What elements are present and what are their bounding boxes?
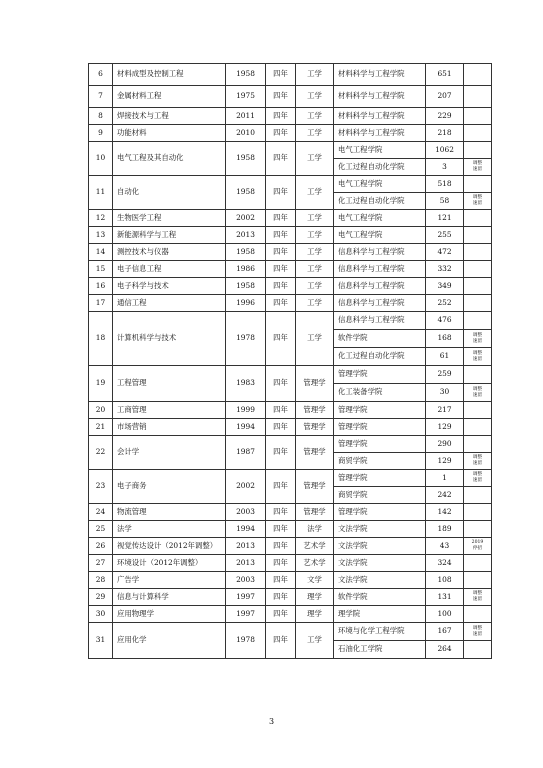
college-name: 材料科学与工程学院 [334,125,426,142]
college-name: 电气工程学院 [334,210,426,227]
study-duration: 四年 [266,538,296,555]
student-count: 255 [426,227,464,244]
study-duration: 四年 [266,623,296,659]
remark [464,521,492,538]
study-duration: 四年 [266,278,296,295]
college-name: 信息科学与工程学院 [334,312,426,330]
remark [464,295,492,312]
table-row [89,244,492,261]
start-year: 2010 [226,125,266,142]
study-duration: 四年 [266,227,296,244]
college-name: 管理学院 [334,504,426,521]
remark: 调整 速留 [464,159,492,176]
student-count: 332 [426,261,464,278]
discipline: 工学 [296,295,334,312]
major-name: 自动化 [113,176,226,210]
college-name: 化工过程自动化学院 [334,193,426,210]
major-number: 17 [89,295,113,312]
start-year: 1978 [226,623,266,659]
college-name: 文法学院 [334,521,426,538]
remark [464,176,492,193]
study-duration: 四年 [266,142,296,176]
college-name: 管理学院 [334,436,426,453]
remark [464,86,492,108]
major-number: 28 [89,572,113,589]
major-number: 16 [89,278,113,295]
remark [464,419,492,436]
major-number: 12 [89,210,113,227]
start-year: 2013 [226,227,266,244]
start-year: 2002 [226,470,266,504]
college-name: 化工过程自动化学院 [334,159,426,176]
college-name: 文法学院 [334,555,426,572]
start-year: 1997 [226,606,266,623]
discipline: 艺术学 [296,555,334,572]
table-row [89,436,492,453]
discipline: 工学 [296,142,334,176]
college-name: 材料科学与工程学院 [334,108,426,125]
remark: 调整 速留 [464,589,492,606]
major-name: 功能材料 [113,125,226,142]
remark: 调整 速留 [464,623,492,641]
remark: 调整 速留 [464,384,492,402]
college-name: 商贸学院 [334,453,426,470]
start-year: 2013 [226,555,266,572]
student-count: 168 [426,330,464,348]
start-year: 2003 [226,504,266,521]
student-count: 129 [426,453,464,470]
major-number: 11 [89,176,113,210]
major-name: 电子科学与技术 [113,278,226,295]
study-duration: 四年 [266,436,296,470]
study-duration: 四年 [266,366,296,402]
study-duration: 四年 [266,261,296,278]
table-row [89,125,492,142]
college-name: 化工装备学院 [334,384,426,402]
student-count: 129 [426,419,464,436]
major-name: 会计学 [113,436,226,470]
major-name: 电子商务 [113,470,226,504]
study-duration: 四年 [266,521,296,538]
remark [464,504,492,521]
major-name: 电气工程及其自动化 [113,142,226,176]
student-count: 131 [426,589,464,606]
student-count: 252 [426,295,464,312]
table-row [89,176,492,193]
discipline: 管理学 [296,366,334,402]
study-duration: 四年 [266,589,296,606]
discipline: 工学 [296,210,334,227]
table-row [89,572,492,589]
discipline: 工学 [296,312,334,366]
student-count: 30 [426,384,464,402]
major-number: 9 [89,125,113,142]
study-duration: 四年 [266,606,296,623]
college-name: 材料科学与工程学院 [334,86,426,108]
start-year: 1958 [226,142,266,176]
remark [464,572,492,589]
table-row [89,623,492,641]
start-year: 1983 [226,366,266,402]
student-count: 108 [426,572,464,589]
student-count: 290 [426,436,464,453]
major-name: 广告学 [113,572,226,589]
major-name: 环境设计（2012年调整） [113,555,226,572]
remark [464,142,492,159]
college-name: 信息科学与工程学院 [334,295,426,312]
table-row [89,312,492,330]
major-name: 电子信息工程 [113,261,226,278]
start-year: 1958 [226,176,266,210]
major-name: 视觉传达设计（2012年调整） [113,538,226,555]
remark: 调整 速留 [464,470,492,487]
major-name: 物流管理 [113,504,226,521]
remark [464,125,492,142]
college-name: 信息科学与工程学院 [334,244,426,261]
student-count: 121 [426,210,464,227]
study-duration: 四年 [266,419,296,436]
remark [464,487,492,504]
student-count: 218 [426,125,464,142]
remark: 调整 速留 [464,193,492,210]
start-year: 1958 [226,64,266,86]
college-name: 电气工程学院 [334,142,426,159]
discipline: 管理学 [296,436,334,470]
discipline: 工学 [296,176,334,210]
table-row [89,521,492,538]
remark: 2019 停招 [464,538,492,555]
remark [464,555,492,572]
table-row [89,142,492,159]
major-number: 20 [89,402,113,419]
discipline: 工学 [296,623,334,659]
remark: 调整 速留 [464,453,492,470]
student-count: 207 [426,86,464,108]
college-name: 石油化工学院 [334,641,426,659]
remark [464,402,492,419]
table-row [89,589,492,606]
student-count: 58 [426,193,464,210]
student-count: 324 [426,555,464,572]
student-count: 1 [426,470,464,487]
remark [464,261,492,278]
start-year: 1999 [226,402,266,419]
remark [464,244,492,261]
student-count: 43 [426,538,464,555]
page-number: 3 [268,717,275,726]
college-name: 理学院 [334,606,426,623]
discipline: 工学 [296,244,334,261]
college-name: 商贸学院 [334,487,426,504]
study-duration: 四年 [266,295,296,312]
major-number: 6 [89,64,113,86]
study-duration: 四年 [266,125,296,142]
college-name: 文法学院 [334,538,426,555]
discipline: 文学 [296,572,334,589]
discipline: 理学 [296,606,334,623]
study-duration: 四年 [266,504,296,521]
major-name: 市场营销 [113,419,226,436]
study-duration: 四年 [266,176,296,210]
remark [464,641,492,659]
study-duration: 四年 [266,312,296,366]
college-name: 化工过程自动化学院 [334,348,426,366]
student-count: 61 [426,348,464,366]
discipline: 法学 [296,521,334,538]
remark [464,436,492,453]
table-row [89,261,492,278]
start-year: 1996 [226,295,266,312]
discipline: 工学 [296,261,334,278]
table-row [89,210,492,227]
major-name: 材料成型及控制工程 [113,64,226,86]
start-year: 1994 [226,521,266,538]
majors-table [88,63,492,659]
major-name: 信息与计算科学 [113,589,226,606]
major-number: 18 [89,312,113,366]
major-number: 19 [89,366,113,402]
student-count: 264 [426,641,464,659]
study-duration: 四年 [266,108,296,125]
major-number: 26 [89,538,113,555]
student-count: 100 [426,606,464,623]
discipline: 管理学 [296,402,334,419]
college-name: 信息科学与工程学院 [334,261,426,278]
discipline: 工学 [296,64,334,86]
table-row [89,555,492,572]
college-name: 环境与化学工程学院 [334,623,426,641]
major-name: 应用物理学 [113,606,226,623]
start-year: 2003 [226,572,266,589]
major-number: 10 [89,142,113,176]
major-name: 应用化学 [113,623,226,659]
table-row [89,538,492,555]
major-number: 31 [89,623,113,659]
student-count: 472 [426,244,464,261]
student-count: 229 [426,108,464,125]
major-name: 工程管理 [113,366,226,402]
major-number: 23 [89,470,113,504]
remark [464,278,492,295]
student-count: 476 [426,312,464,330]
discipline: 工学 [296,108,334,125]
discipline: 工学 [296,278,334,295]
major-number: 21 [89,419,113,436]
student-count: 142 [426,504,464,521]
start-year: 2013 [226,538,266,555]
table-row [89,504,492,521]
study-duration: 四年 [266,64,296,86]
study-duration: 四年 [266,244,296,261]
table-row [89,108,492,125]
major-name: 通信工程 [113,295,226,312]
student-count: 3 [426,159,464,176]
major-number: 22 [89,436,113,470]
table-row [89,419,492,436]
study-duration: 四年 [266,555,296,572]
remark [464,64,492,86]
major-number: 24 [89,504,113,521]
discipline: 艺术学 [296,538,334,555]
remark: 调整 速留 [464,348,492,366]
student-count: 242 [426,487,464,504]
major-name: 工商管理 [113,402,226,419]
remark: 调整 速留 [464,330,492,348]
major-number: 30 [89,606,113,623]
college-name: 软件学院 [334,330,426,348]
table-row [89,64,492,86]
remark [464,606,492,623]
start-year: 1958 [226,244,266,261]
major-name: 生物医学工程 [113,210,226,227]
major-number: 7 [89,86,113,108]
table-row [89,86,492,108]
student-count: 651 [426,64,464,86]
major-name: 金属材料工程 [113,86,226,108]
discipline: 理学 [296,589,334,606]
college-name: 管理学院 [334,402,426,419]
table-row [89,470,492,487]
student-count: 217 [426,402,464,419]
college-name: 管理学院 [334,419,426,436]
start-year: 1987 [226,436,266,470]
major-name: 新能源科学与工程 [113,227,226,244]
student-count: 1062 [426,142,464,159]
study-duration: 四年 [266,86,296,108]
table-row [89,278,492,295]
student-count: 189 [426,521,464,538]
college-name: 电气工程学院 [334,176,426,193]
major-name: 计算机科学与技术 [113,312,226,366]
major-name: 测控技术与仪器 [113,244,226,261]
student-count: 167 [426,623,464,641]
table-row [89,606,492,623]
discipline: 工学 [296,86,334,108]
study-duration: 四年 [266,572,296,589]
major-number: 29 [89,589,113,606]
remark [464,312,492,330]
discipline: 工学 [296,227,334,244]
remark [464,366,492,384]
college-name: 管理学院 [334,366,426,384]
table-row [89,227,492,244]
major-number: 27 [89,555,113,572]
start-year: 2002 [226,210,266,227]
remark [464,210,492,227]
study-duration: 四年 [266,470,296,504]
table-row [89,295,492,312]
college-name: 材料科学与工程学院 [334,64,426,86]
college-name: 管理学院 [334,470,426,487]
college-name: 电气工程学院 [334,227,426,244]
table-row [89,366,492,384]
major-number: 15 [89,261,113,278]
start-year: 1958 [226,278,266,295]
major-number: 25 [89,521,113,538]
table-row [89,402,492,419]
college-name: 软件学院 [334,589,426,606]
start-year: 2011 [226,108,266,125]
college-name: 文法学院 [334,572,426,589]
discipline: 管理学 [296,419,334,436]
major-number: 13 [89,227,113,244]
major-name: 焊接技术与工程 [113,108,226,125]
start-year: 1986 [226,261,266,278]
college-name: 信息科学与工程学院 [334,278,426,295]
major-name: 法学 [113,521,226,538]
start-year: 1978 [226,312,266,366]
student-count: 518 [426,176,464,193]
study-duration: 四年 [266,210,296,227]
major-number: 8 [89,108,113,125]
study-duration: 四年 [266,402,296,419]
start-year: 1994 [226,419,266,436]
start-year: 1975 [226,86,266,108]
remark [464,108,492,125]
discipline: 工学 [296,125,334,142]
discipline: 管理学 [296,470,334,504]
student-count: 349 [426,278,464,295]
start-year: 1997 [226,589,266,606]
remark [464,227,492,244]
major-number: 14 [89,244,113,261]
student-count: 259 [426,366,464,384]
discipline: 管理学 [296,504,334,521]
